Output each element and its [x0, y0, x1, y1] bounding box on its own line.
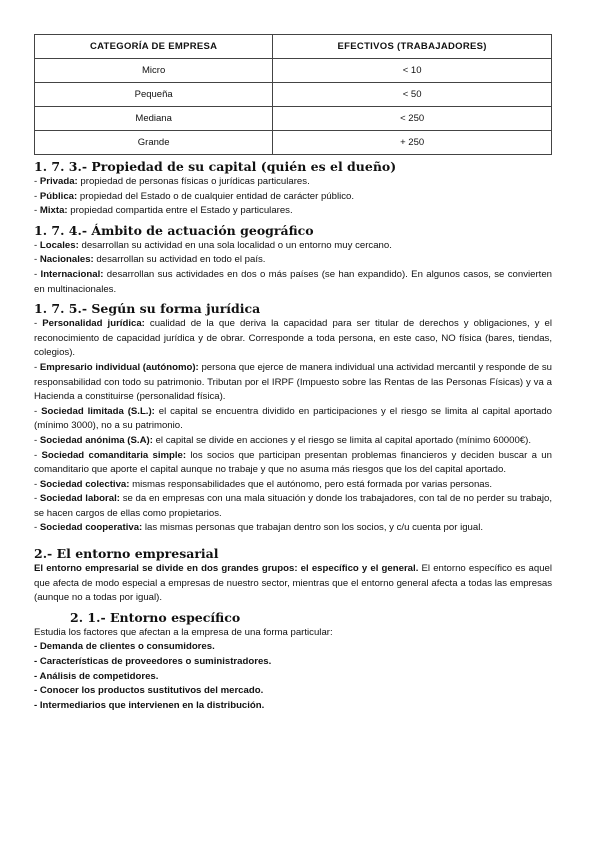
table-header-row [35, 35, 552, 59]
item-label: Empresario individual (autónomo): [39, 361, 199, 373]
list-item: - Privada: propiedad de personas físicas o jurídicas particulares. [34, 176, 310, 187]
item-text: desarrollan su actividad en todo el país. [96, 254, 266, 266]
table-row [35, 131, 552, 155]
section-heading-legal-form: 1. 7. 5.- Según su forma jurídica [34, 301, 261, 317]
item-text: Demanda de clientes o consumidores. [39, 641, 215, 653]
list-item: - Sociedad anónima (S.A): el capital se divide en acciones y el riesgo se limita al capital aportado (mínimo 60000€). [34, 434, 531, 446]
list-item: - Demanda de clientes o consumidores. [34, 641, 215, 653]
table-row [35, 83, 552, 107]
item-label: Sociedad comanditaria simple: [41, 449, 187, 461]
list-item: - Conocer los productos sustitutivos del mercado. [34, 685, 264, 697]
list-item: - Análisis de competidores. [34, 670, 159, 682]
list-item: - Sociedad comanditaria simple: los socios que participan presentan problemas financieros y deciden buscar a un comanditario que aporte el capital aunque no trabaje y que no asuma más riesgos que los del capital aportado. [34, 449, 552, 476]
column-header: EFECTIVOS (TRABAJADORES) [273, 35, 552, 59]
item-text: propiedad de personas físicas o jurídicas particulares. [80, 176, 310, 187]
item-label: Sociedad limitada (S.L.): [41, 405, 155, 417]
item-label: Nacionales: [39, 254, 94, 266]
item-label: Privada: [39, 176, 78, 187]
list-item: - Pública: propiedad del Estado o de cualquier entidad de carácter público. [34, 190, 355, 202]
item-text: mismas responsabilidades que el autónomo, pero está formada por varias personas. [132, 478, 493, 490]
item-label: Internacional: [40, 268, 104, 280]
item-label: Sociedad colectiva: [39, 478, 130, 490]
item-text: propiedad compartida entre el Estado y particulares. [70, 205, 293, 217]
paragraph: Estudia los factores que afectan a la empresa de una forma particular: [34, 626, 333, 638]
item-text: desarrollan sus actividades en dos o más países (se han expandido). En algunos casos, se convierten en multinacionales. [34, 268, 552, 295]
list-item: - Sociedad colectiva: mismas responsabilidades que el autónomo, pero está formada por varias personas. [34, 478, 493, 490]
item-text: el capital se encuentra dividido en participaciones y el riesgo se limita al capital aportado (mínimo 3000), no a su patrimonio. [34, 405, 552, 432]
item-label: Mixta: [39, 205, 68, 217]
list-item: - Intermediarios que intervienen en la distribución. [34, 699, 265, 711]
item-text: Análisis de competidores. [39, 670, 159, 682]
workers-cell: < 50 [273, 83, 552, 107]
list-item: - Internacional: desarrollan sus actividades en dos o más países (se han expandido). En algunos casos, se convierten en multinacionales. [34, 268, 552, 295]
list-item: - Empresario individual (autónomo): persona que ejerce de manera individual una actividad mercantil y responde de su responsabilidad con todo su patrimonio. Tributan por el IRPF (Impuesto sobre las Rentas de las Personas Físicas) y va a Hacienda a constituirse (personalidad física). [34, 361, 552, 403]
category-cell: Grande [35, 131, 273, 155]
workers-cell: < 10 [273, 59, 552, 83]
list-item: - Características de proveedores o suministradores. [34, 656, 272, 668]
item-text: el capital se divide en acciones y el riesgo se limita al capital aportado (mínimo 60000€). [155, 434, 531, 446]
workers-cell: < 250 [273, 107, 552, 131]
item-label: Pública: [39, 190, 78, 202]
item-label: Personalidad jurídica: [42, 318, 145, 330]
document-page [34, 34, 552, 713]
table-row [35, 107, 552, 131]
list-item: - Locales: desarrollan su actividad en una sola localidad o un entorno muy cercano. [34, 239, 392, 251]
category-cell: Pequeña [35, 83, 273, 107]
item-label: Sociedad cooperativa: [39, 522, 143, 534]
list-item: - Personalidad jurídica: cualidad de la que deriva la capacidad para ser titular de derechos y obligaciones, y el reconocimiento de capacidad jurídica y de obrar. Corresponde a toda persona, en este caso, NO física (bares, tiendas, colegios). [34, 318, 552, 359]
list-item: - Nacionales: desarrollan su actividad en todo el país. [34, 254, 266, 266]
category-cell: Mediana [35, 107, 273, 131]
section-heading-capital-ownership: 1. 7. 3.- Propiedad de su capital (quién es el dueño) [34, 159, 397, 174]
intro-bold: El entorno empresarial se divide en dos grandes grupos: el específico y el general. [34, 563, 419, 575]
paragraph [34, 562, 552, 606]
table-row [35, 59, 552, 83]
section-heading-specific-environment: 2. 1.- Entorno específico [70, 609, 241, 625]
intro-text: El entorno específico es aquel que afecta de modo especial a empresas de nuestro sector, mientras que el entorno general afecta a todas las empresas (aunque no a todas por igual). [34, 563, 552, 604]
section-heading-geographic-scope: 1. 7. 4.- Ámbito de actuación geográfico [34, 222, 314, 238]
item-text: propiedad del Estado o de cualquier entidad de carácter público. [79, 190, 355, 202]
column-header: CATEGORÍA DE EMPRESA [35, 35, 273, 59]
list-item: - Mixta: propiedad compartida entre el Estado y particulares. [34, 205, 293, 217]
item-text: Intermediarios que intervienen en la distribución. [39, 699, 265, 711]
item-text: desarrollan su actividad en una sola localidad o un entorno muy cercano. [81, 239, 392, 251]
list-item: - Sociedad laboral: se da en empresas con una mala situación y donde los trabajadores, con tal de no perder su trabajo, se hacen cargos de ellas como propietarios. [34, 493, 552, 519]
item-label: Locales: [39, 239, 79, 251]
item-text: los socios que participan presentan problemas financieros y deciden buscar a un comanditario que aporte el capital aunque no trabaje y que no asuma más riesgos que los del capital aportado. [34, 449, 552, 476]
section-heading-business-environment: 2.- El entorno empresarial [34, 546, 219, 562]
list-item: - Sociedad cooperativa: las mismas personas que trabajan dentro son los socios, y c/u cuenta por igual. [34, 522, 484, 534]
category-cell: Micro [35, 59, 273, 83]
item-label: Sociedad anónima (S.A): [39, 434, 153, 446]
item-text: Conocer los productos sustitutivos del mercado. [39, 685, 264, 697]
item-label: Sociedad laboral: [39, 493, 120, 505]
item-text: Características de proveedores o suministradores. [39, 656, 272, 668]
item-text: se da en empresas con una mala situación y donde los trabajadores, con tal de no perder su trabajo, se hacen cargos de ellas como propietarios. [34, 493, 552, 519]
item-text: cualidad de la que deriva la capacidad para ser titular de derechos y obligaciones, y el reconocimiento de capacidad jurídica y de obrar. Corresponde a toda persona, en este caso, NO física (bares, tiendas, colegios). [34, 318, 552, 359]
company-category-table [34, 34, 552, 155]
item-text: persona que ejerce de manera individual una actividad mercantil y responde de su responsabilidad con todo su patrimonio. Tributan por el IRPF (Impuesto sobre las Rentas de las Personas Físicas) y va a Hacienda a constituirse (personalidad física). [34, 361, 552, 403]
item-text: las mismas personas que trabajan dentro son los socios, y c/u cuenta por igual. [144, 522, 484, 534]
list-item: - Sociedad limitada (S.L.): el capital se encuentra dividido en participaciones y el riesgo se limita al capital aportado (mínimo 3000), no a su patrimonio. [34, 405, 552, 432]
workers-cell: + 250 [273, 131, 552, 155]
